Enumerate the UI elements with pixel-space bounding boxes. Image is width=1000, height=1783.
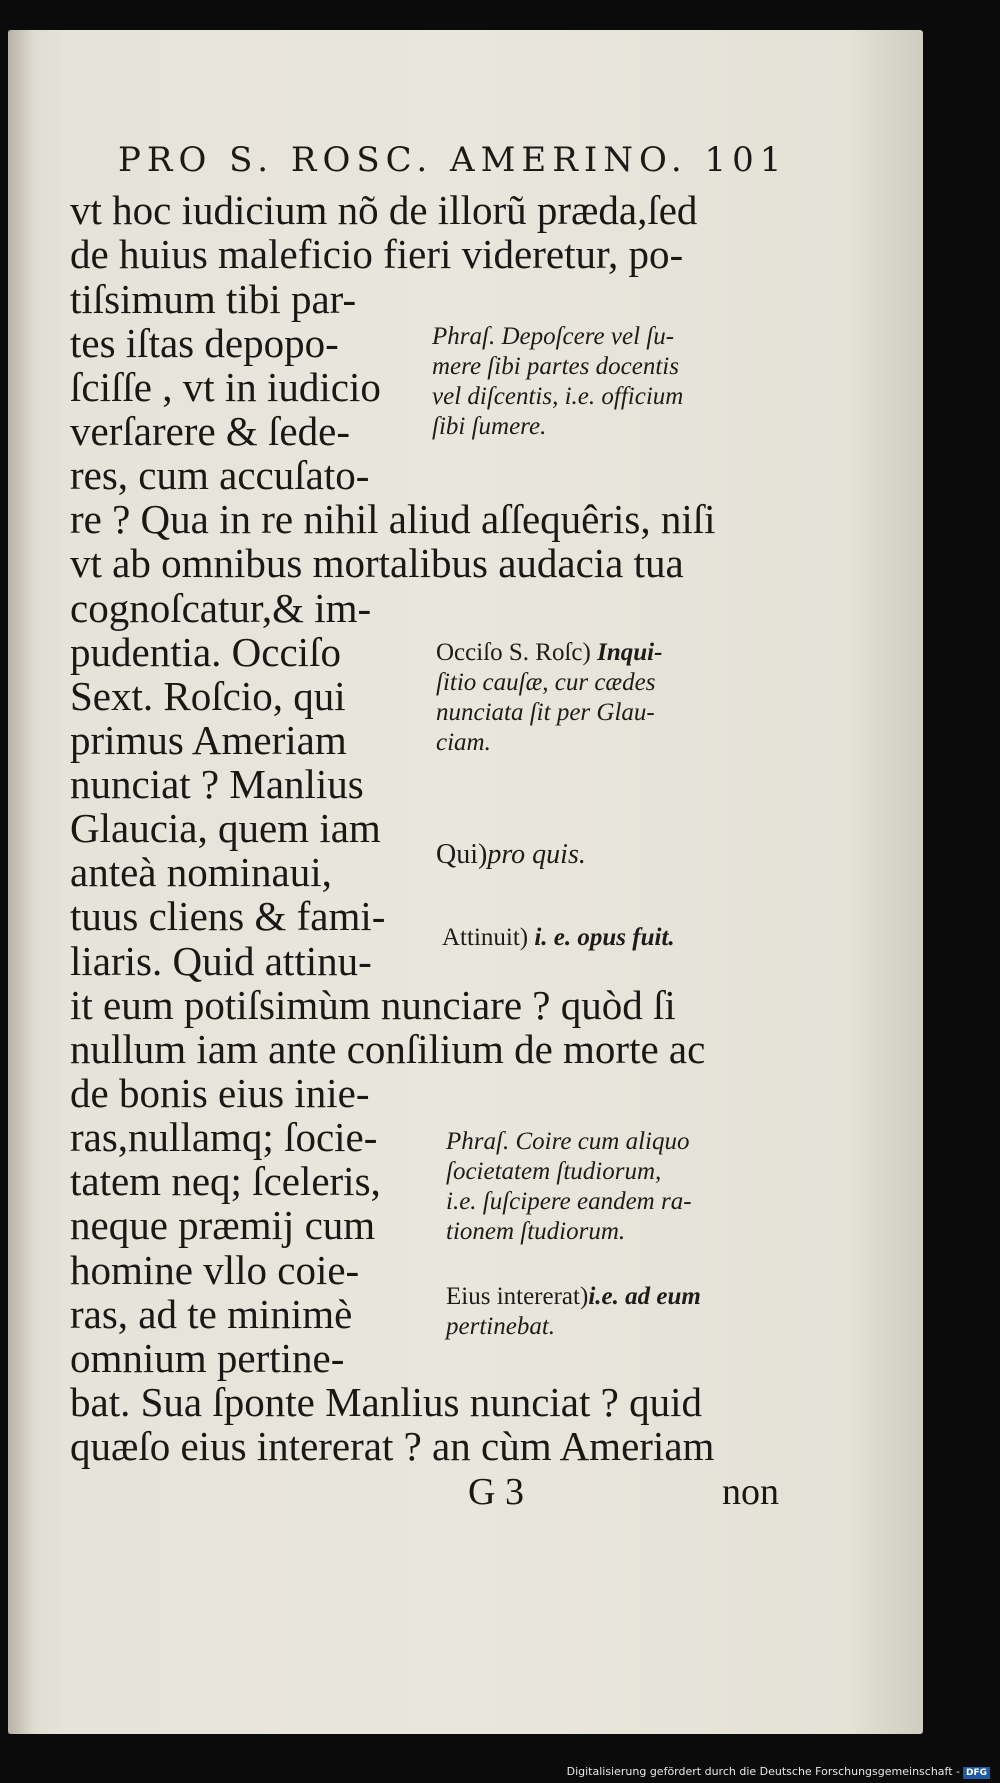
text-line: anteà nominaui, [70,849,332,895]
text-line: cognoſcatur,& im- [70,585,372,631]
note-line: ſibi ſumere. [432,413,547,440]
note-line: pertinebat. [446,1313,556,1340]
dfg-logo: DFG [963,1767,990,1779]
note-line [446,1282,701,1312]
text-line: ras, ad te minimè [70,1291,353,1337]
text-line: nullum iam ante conſilium de morte ac [70,1026,706,1072]
page-gutter-shadow [8,30,34,1734]
text-line: homine vllo coie- [70,1247,360,1293]
text-line: tatem neq; ſceleris, [70,1158,381,1204]
note-line: vel diſcentis, i.e. officium [432,383,684,410]
scan-top-border [0,0,1000,30]
note-lemma: Qui) [436,839,488,870]
note-lemma: Attinuit) [442,924,529,951]
text-line: tiſsimum tibi par- [70,276,357,322]
digitization-credit [567,1765,990,1779]
catchword: non [722,1471,779,1513]
note-text: pro quis. [487,839,586,870]
text-line: verſarere & ſede- [70,408,350,454]
text-line: ras,nullamq; ſocie- [70,1114,378,1160]
note-line [436,638,662,668]
text-line: bat. Sua ſponte Manlius nunciat ? quid [70,1379,702,1425]
note-text: i.e. ad eum [588,1283,701,1310]
marginal-note-attinuit [442,923,675,953]
note-line: ſocietatem ſtudiorum, [446,1158,662,1185]
text-line: de huius maleficio fieri videretur, po- [70,231,684,277]
note-line: tionem ſtudiorum. [446,1218,626,1245]
text-line: vt ab omnibus mortalibus audacia tua [70,540,684,586]
note-lemma: Eius intererat) [446,1283,589,1310]
note-line: ſitio cauſæ, cur cædes [436,669,656,696]
note-line: Phraſ. Coire cum aliquo [446,1128,690,1155]
text-line: Glaucia, quem iam [70,805,381,851]
marginal-note-qui [436,840,586,870]
marginal-note-eius-intererat [446,1282,701,1342]
text-line: de bonis eius inie- [70,1070,370,1116]
credit-text: Digitalisierung gefördert durch die Deutsche Forschungsgemeinschaft - [566,1765,960,1778]
text-line: re ? Qua in re nihil aliud aſſequêris, niſi [70,496,716,542]
note-line: nunciata ſit per Glau- [436,699,655,726]
text-line: Sext. Roſcio, qui [70,673,346,719]
text-line: neque præmij cum [70,1202,376,1248]
note-text: i. e. opus fuit. [528,924,675,951]
marginal-note-phrasis-coire [446,1127,692,1247]
text-line: quæſo eius intererat ? an cùm Ameriam [70,1423,715,1469]
text-line: tuus cliens & fami- [70,893,386,939]
text-line: it eum potiſsimùm nunciare ? quòd ſi [70,982,676,1028]
signature-mark: G 3 [468,1471,524,1513]
note-line: i.e. ſuſcipere eandem ra- [446,1188,692,1215]
text-line: primus Ameriam [70,717,347,763]
note-line: Phraſ. Depoſcere vel ſu- [432,323,675,350]
note-line: ciam. [436,729,491,756]
text-line: ſciſſe , vt in iudicio [70,364,381,410]
text-line: nunciat ? Manlius [70,761,364,807]
text-line: omnium pertine- [70,1335,345,1381]
note-lemma: Occiſo S. Roſc) [436,639,591,666]
text-line: tes iſtas depopo- [70,320,339,366]
note-text: Inqui- [590,639,663,666]
note-line: mere ſibi partes docentis [432,353,679,380]
running-header: PRO S. ROSC. AMERINO. 101 [118,140,788,180]
marginal-note-phrasis-deposcere [432,322,683,442]
text-line: liaris. Quid attinu- [70,938,372,984]
marginal-note-occiso [436,638,662,758]
text-line: res, cum accuſato- [70,452,370,498]
text-line: pudentia. Occiſo [70,629,341,675]
text-line: vt hoc iudicium nõ de illorũ præda,ſed [70,187,698,233]
